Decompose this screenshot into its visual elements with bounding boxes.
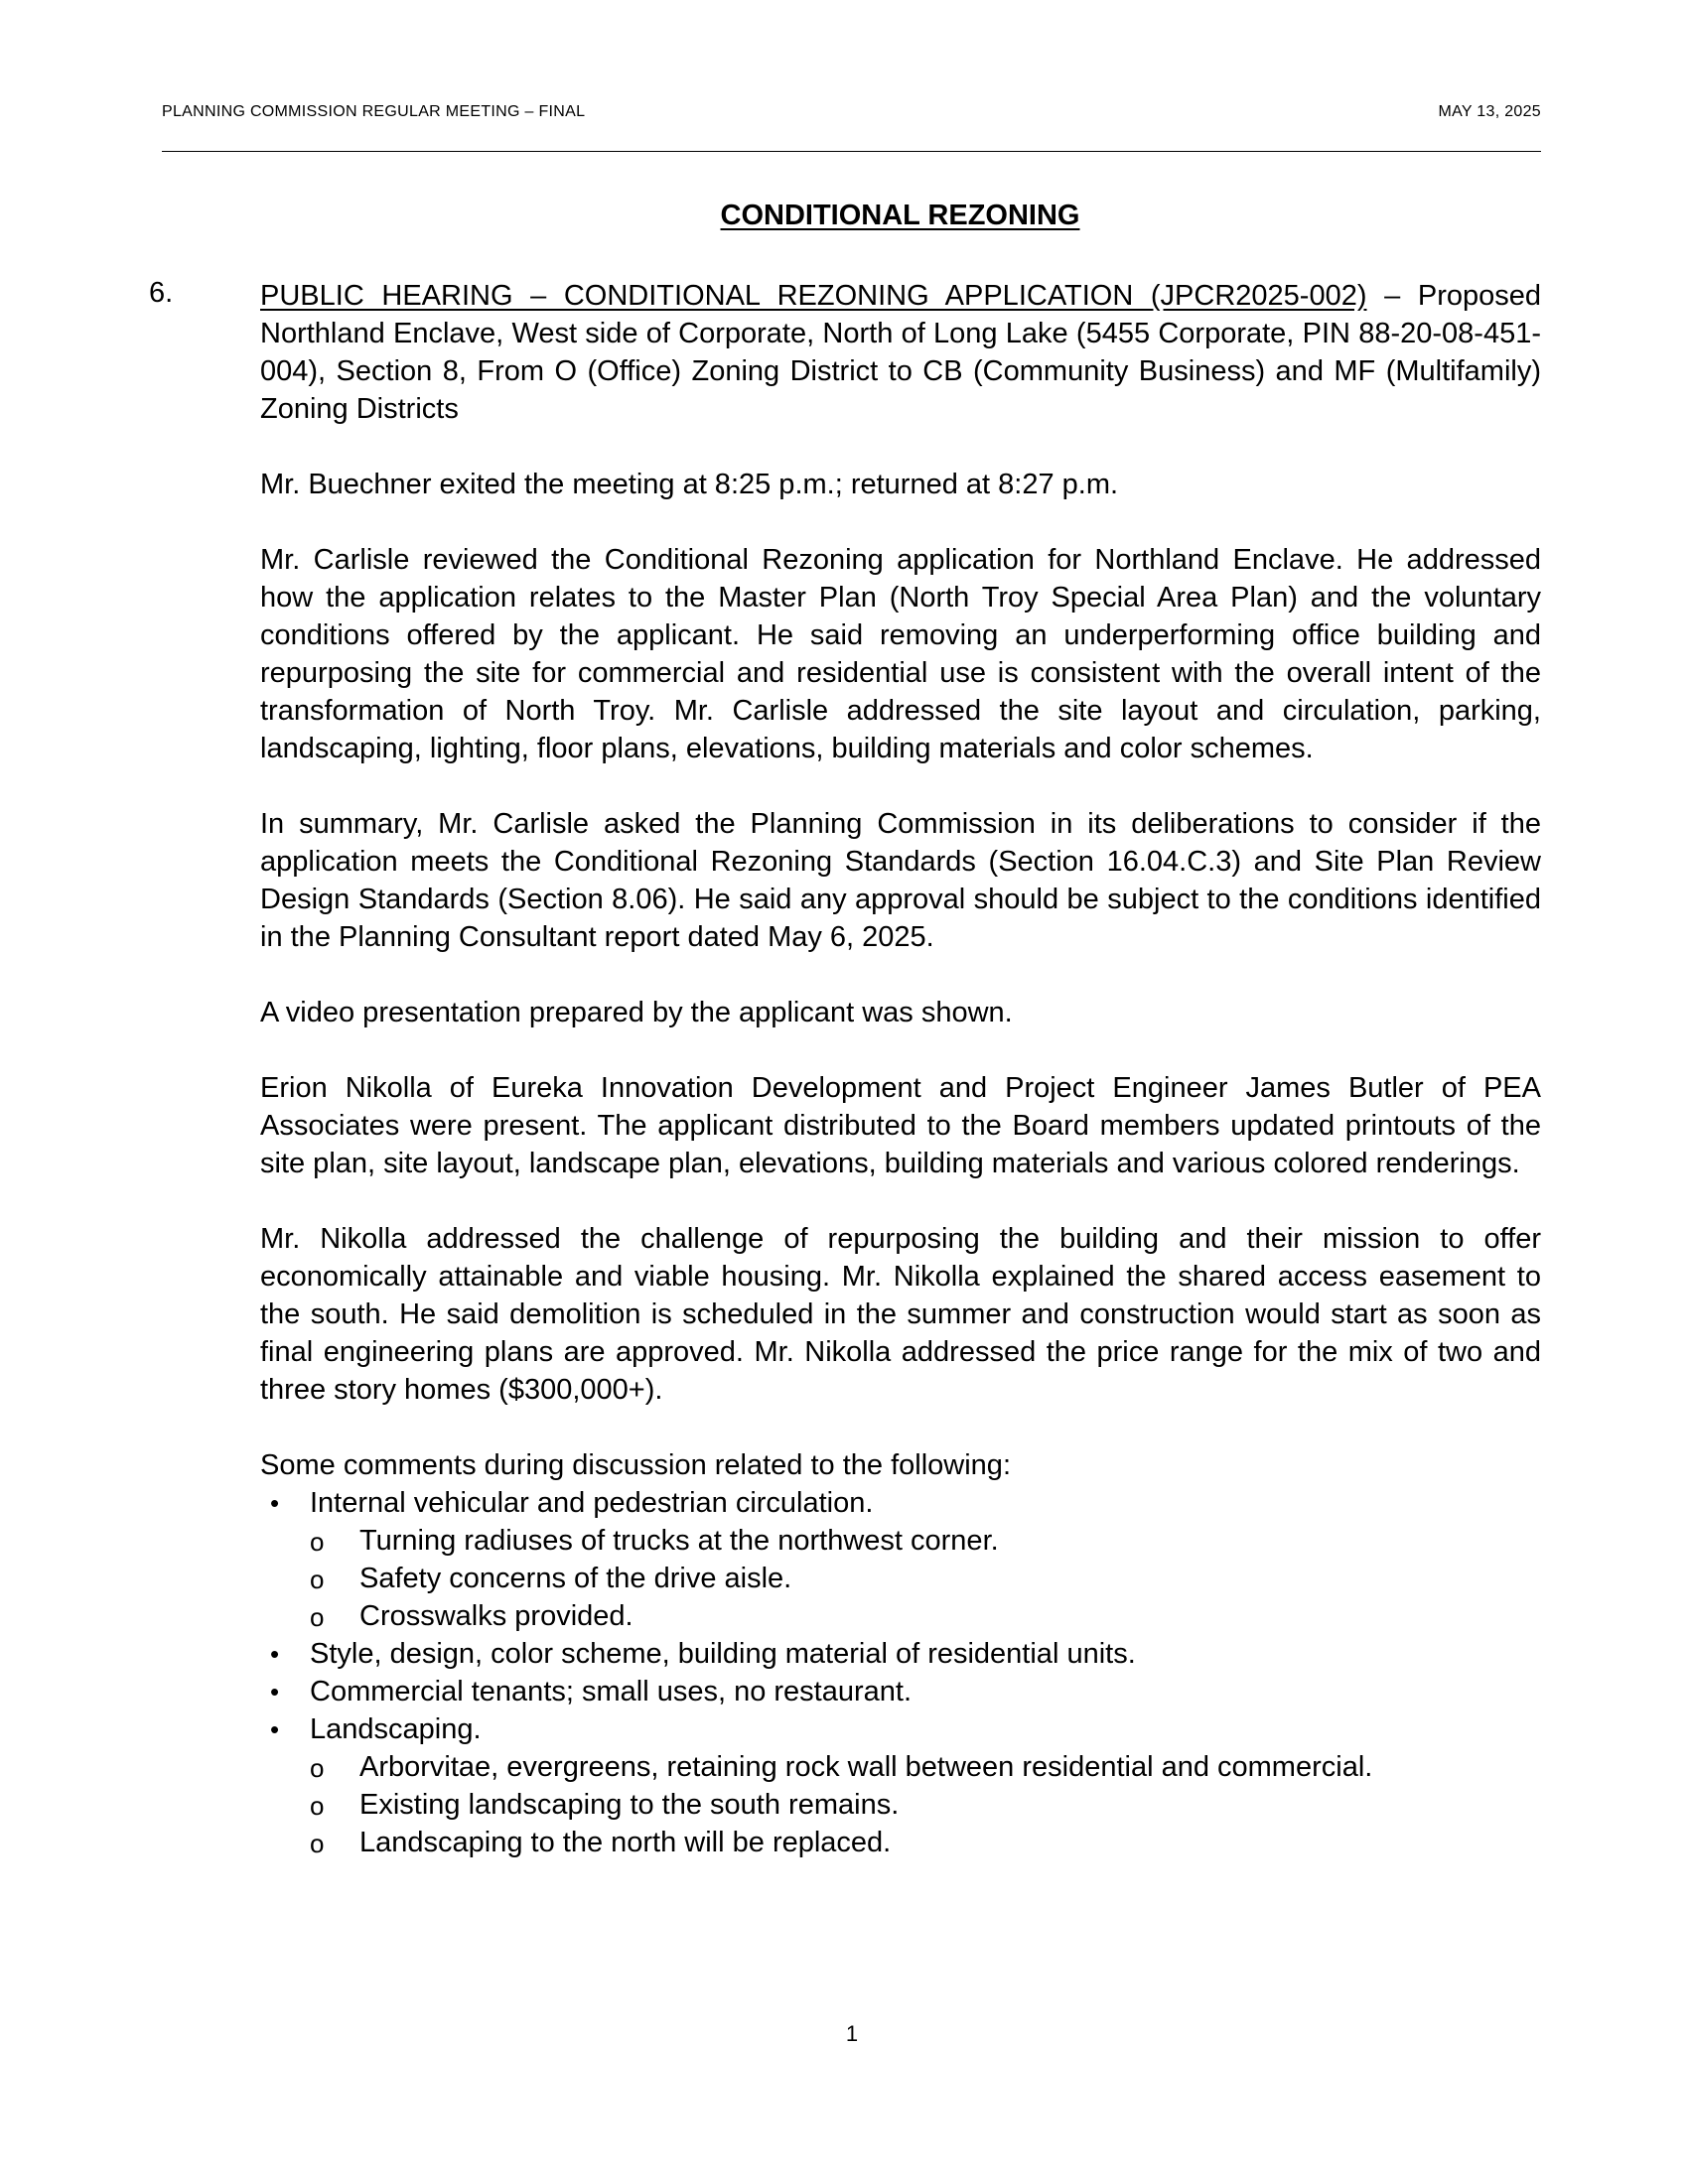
hollow-bullet-icon: o (310, 1791, 325, 1821)
paragraph: Erion Nikolla of Eureka Innovation Development and Project Engineer James Butler of PEA Associates were present. The applicant distributed to the Board members updated printouts of the site plan, site layout, landscape plan, elevations, building materials and various colored renderings. (260, 1072, 1541, 1179)
list-item-text: Internal vehicular and pedestrian circulation. (310, 1487, 874, 1519)
page-number: 1 (845, 2021, 859, 2046)
agenda-item-description: – Proposed Northland Enclave, West side of Corporate, North of Long Lake (5455 Corporate, PIN 88-20-08-451-004), Section 8, From O (Office) Zoning District to CB (Community Business) and MF (Multifamily) Zoning Districts (260, 280, 1542, 425)
sub-list-item-text: Existing landscaping to the south remains. (359, 1789, 900, 1821)
sub-list (310, 1522, 1541, 1635)
bullet-icon: • (270, 1488, 280, 1518)
hollow-bullet-icon: o (310, 1753, 325, 1783)
hollow-bullet-icon: o (310, 1565, 325, 1594)
sub-list-item (310, 1786, 1541, 1824)
sub-list-item (310, 1748, 1541, 1786)
sub-list-item (310, 1597, 1541, 1635)
header-date: MAY 13, 2025 (1438, 103, 1541, 120)
paragraph: A video presentation prepared by the applicant was shown. (260, 997, 1013, 1028)
paragraph: Mr. Nikolla addressed the challenge of repurposing the building and their mission to offer economically attainable and viable housing. Mr. Nikolla explained the shared access easement to the south. He said demolition is scheduled in the summer and construction would start as soon as final engineering plans are approved. Mr. Nikolla addressed the price range for the mix of two and three story homes ($300,000+). (260, 1223, 1541, 1406)
agenda-item-body (260, 277, 1541, 1861)
list-item-text: Landscaping. (310, 1713, 482, 1745)
sub-list-item (310, 1560, 1541, 1597)
sub-list-item (310, 1522, 1541, 1560)
hollow-bullet-icon: o (310, 1829, 325, 1858)
page-header (162, 103, 1541, 125)
list-item-text: Style, design, color scheme, building material of residential units. (310, 1638, 1136, 1670)
sub-list-item-text: Landscaping to the north will be replaced. (359, 1827, 892, 1858)
section-title: CONDITIONAL REZONING (720, 200, 1080, 231)
bullet-icon: • (270, 1639, 280, 1669)
hollow-bullet-icon: o (310, 1602, 325, 1632)
sub-list-item-text: Turning radiuses of trucks at the northwest corner. (359, 1525, 999, 1557)
discussion-list (260, 1484, 1541, 1861)
agenda-item-lead (260, 277, 1541, 428)
agenda-item-heading: PUBLIC HEARING – CONDITIONAL REZONING APPLICATION (JPCR2025-002) (260, 280, 1367, 312)
list-item (260, 1710, 1541, 1861)
bullet-icon: • (270, 1677, 280, 1706)
discussion-intro: Some comments during discussion related to the following: (260, 1449, 1011, 1481)
hollow-bullet-icon: o (310, 1527, 325, 1557)
paragraph: Mr. Buechner exited the meeting at 8:25 p.m.; returned at 8:27 p.m. (260, 469, 1119, 500)
sub-list (310, 1748, 1541, 1861)
header-divider (162, 151, 1541, 152)
list-item (260, 1484, 1541, 1635)
agenda-item-number: 6. (149, 277, 174, 309)
sub-list-item (310, 1824, 1541, 1861)
bullet-icon: • (270, 1714, 280, 1744)
list-item (260, 1635, 1541, 1673)
sub-list-item-text: Arborvitae, evergreens, retaining rock wall between residential and commercial. (359, 1751, 1373, 1783)
header-meeting-title: PLANNING COMMISSION REGULAR MEETING – FINAL (162, 103, 586, 120)
paragraph: Mr. Carlisle reviewed the Conditional Rezoning application for Northland Enclave. He addressed how the application relates to the Master Plan (North Troy Special Area Plan) and the voluntary conditions offered by the applicant. He said removing an underperforming office building and repurposing the site for commercial and residential use is consistent with the overall intent of the transformation of North Troy. Mr. Carlisle addressed the site layout and circulation, parking, landscaping, lighting, floor plans, elevations, building materials and color schemes. (260, 544, 1541, 764)
list-item (260, 1673, 1541, 1710)
sub-list-item-text: Crosswalks provided. (359, 1600, 633, 1632)
list-item-text: Commercial tenants; small uses, no restaurant. (310, 1676, 913, 1707)
sub-list-item-text: Safety concerns of the drive aisle. (359, 1563, 792, 1594)
paragraph: In summary, Mr. Carlisle asked the Planning Commission in its deliberations to consider if the application meets the Conditional Rezoning Standards (Section 16.04.C.3) and Site Plan Review Design Standards (Section 8.06). He said any approval should be subject to the conditions identified in the Planning Consultant report dated May 6, 2025. (260, 808, 1541, 953)
